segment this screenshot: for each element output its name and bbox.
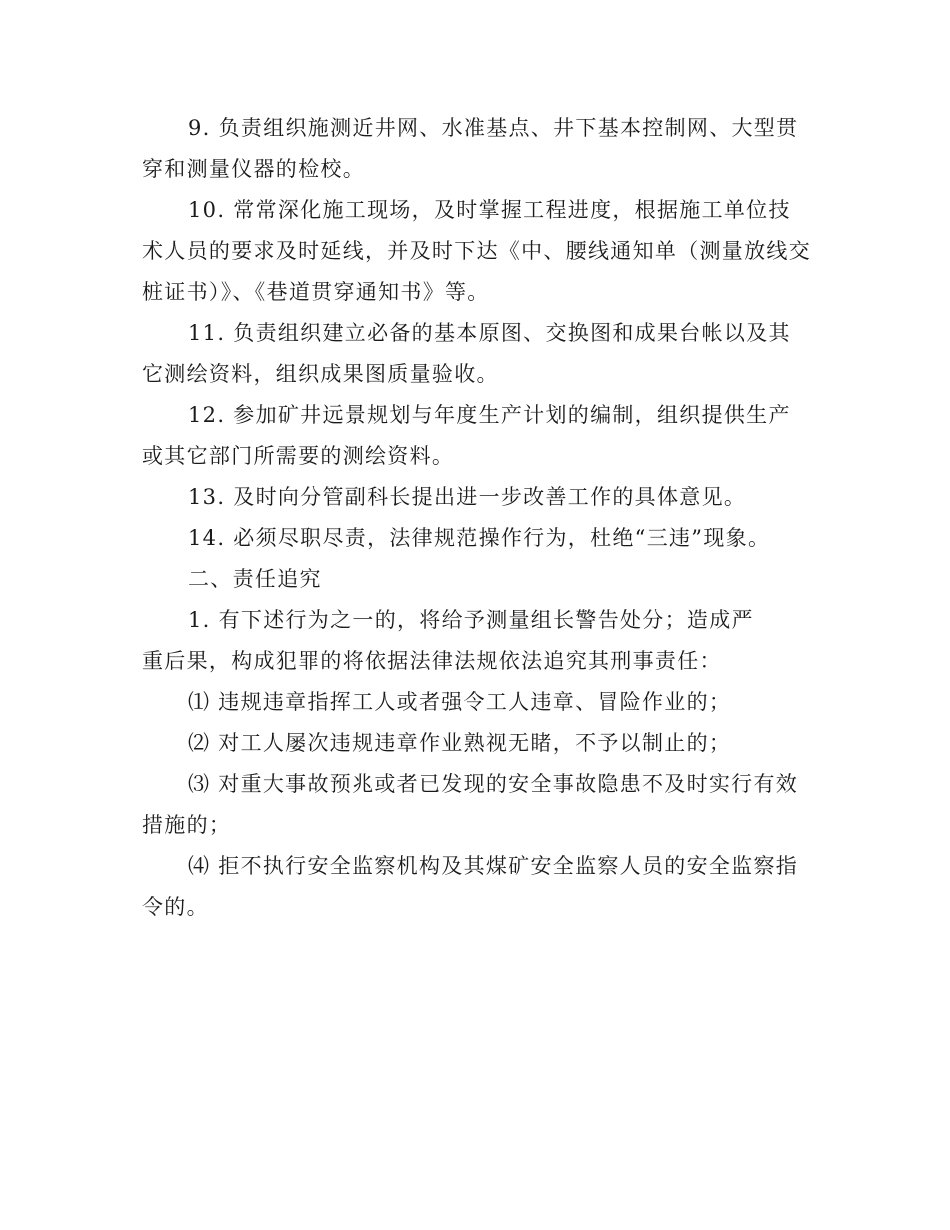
paragraph-item-11: 11. 负责组织建立必备的基本原图、交换图和成果台帐以及其它测绘资料，组织成果图质量验收。 [142,321,791,386]
section-heading: 二、责任追究 [188,567,322,591]
paragraph-item-12: 12. 参加矿井远景规划与年度生产计划的编制，组织提供生产或其它部门所需要的测绘资料。 [142,403,791,468]
liability-clause-1: 1. 有下述行为之一的，将给予测量组长警告处分；造成严重后果，构成犯罪的将依据法律法规依法追究其刑事责任： [142,608,754,673]
paragraph-item-14: 14. 必须尽职尽责，法律规范操作行为，杜绝“三违”现象。 [188,526,771,550]
paragraph-item-13: 13. 及时向分管副科长提出进一步改善工作的具体意见。 [188,485,747,509]
liability-subitem-1: ⑴ 违规违章指挥工人或者强令工人违章、冒险作业的； [188,690,732,714]
liability-subitem-3: ⑶ 对重大事故预兆或者已发现的安全事故隐患不及时实行有效措施的； [142,772,799,837]
paragraph-item-9: 9. 负责组织施测近井网、水准基点、井下基本控制网、大型贯穿和测量仪器的检校。 [142,116,799,181]
paragraph-item-10: 10. 常常深化施工现场，及时掌握工程进度，根据施工单位技术人员的要求及时延线，并及时下达《中、腰线通知单（测量放线交桩证书）》、《巷道贯穿通知书》等。 [142,198,811,304]
liability-subitem-4: ⑷ 拒不执行安全监察机构及其煤矿安全监察人员的安全监察指令的。 [142,854,799,919]
liability-subitem-2: ⑵ 对工人屡次违规违章作业熟视无睹，不予以制止的； [188,731,732,755]
